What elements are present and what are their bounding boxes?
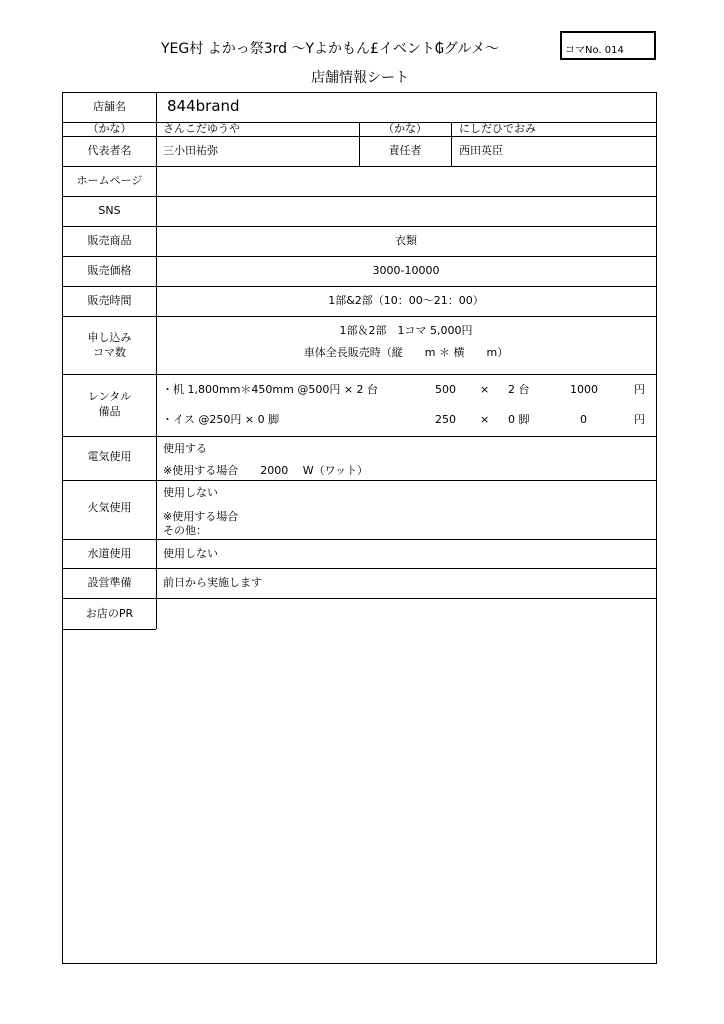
price-value: 3000-10000 — [372, 264, 440, 277]
resp-name-value: 西田英臣 — [459, 144, 503, 157]
shop-name-value: 844brand — [167, 97, 240, 115]
homepage-label: ホームページ — [76, 174, 143, 187]
rental-chair-unit: 250 — [435, 413, 456, 426]
kana-label: （かな） — [87, 122, 132, 135]
rental-desk-desc: ・机 1,800mm＊450mm @500円 × 2 台 — [162, 383, 379, 396]
electric-line2: ※使用する場合 2000 W（ワット） — [163, 464, 369, 477]
application-label-line1: 申し込み — [87, 331, 132, 344]
application-line2: 車体全長販売時（縦 m ＊ 横 m） — [303, 346, 509, 359]
rental-label-line2: 備品 — [98, 405, 121, 418]
pr-label: お店のPR — [85, 607, 134, 620]
rep-name-label: 代表者名 — [87, 144, 132, 157]
rental-chair-times: × — [480, 413, 490, 426]
rental-desk-yen: 円 — [634, 383, 645, 396]
rental-chair-desc: ・イス @250円 × 0 脚 — [162, 413, 280, 426]
rental-chair-qty: 0 脚 — [508, 413, 530, 426]
fire-line1: 使用しない — [163, 486, 218, 499]
info-sheet-table — [62, 92, 657, 964]
application-line1: 1部＆2部 1コマ 5,000円 — [339, 324, 473, 337]
time-value: 1部&2部（10：00〜21：00） — [328, 294, 484, 307]
rental-desk-times: × — [480, 383, 490, 396]
rental-desk-qty: 2 台 — [508, 383, 530, 396]
rep-name-value: 三小田祐弥 — [163, 144, 218, 157]
koma-number-box: コマNo. 014 — [560, 31, 656, 60]
rental-desk-unit: 500 — [435, 383, 456, 396]
resp-kana-value: にしだひでおみ — [459, 122, 536, 135]
water-value: 使用しない — [163, 547, 218, 560]
sns-label: SNS — [98, 204, 121, 217]
price-label: 販売価格 — [87, 264, 132, 277]
resp-name-label: 責任者 — [388, 144, 422, 157]
document-subtitle: 店舗情報シート — [311, 70, 409, 86]
electric-label: 電気使用 — [87, 450, 132, 463]
water-label: 水道使用 — [87, 547, 132, 560]
resp-kana-label: （かな） — [383, 122, 427, 135]
product-value: 衣類 — [395, 234, 417, 247]
time-label: 販売時間 — [87, 294, 132, 307]
setup-value: 前日から実施します — [163, 576, 262, 589]
fire-label: 火気使用 — [87, 501, 132, 514]
product-label: 販売商品 — [87, 234, 132, 247]
shop-name-label: 店舗名 — [93, 100, 126, 113]
rep-kana-value: さんこだゆうや — [163, 122, 240, 135]
application-label-line2: コマ数 — [93, 346, 126, 359]
rental-label-line1: レンタル — [87, 390, 132, 403]
rental-chair-total: 0 — [580, 413, 587, 426]
rental-desk-total: 1000 — [570, 383, 598, 396]
document-title: YEG村 よかっ祭3rd 〜Yよかもん£イベント₲グルメ〜 — [161, 41, 499, 57]
fire-line3: その他： — [163, 524, 207, 537]
rental-chair-yen: 円 — [634, 413, 645, 426]
electric-line1: 使用する — [163, 442, 207, 455]
setup-label: 設営準備 — [87, 576, 132, 589]
fire-line2: ※使用する場合 — [163, 510, 239, 523]
